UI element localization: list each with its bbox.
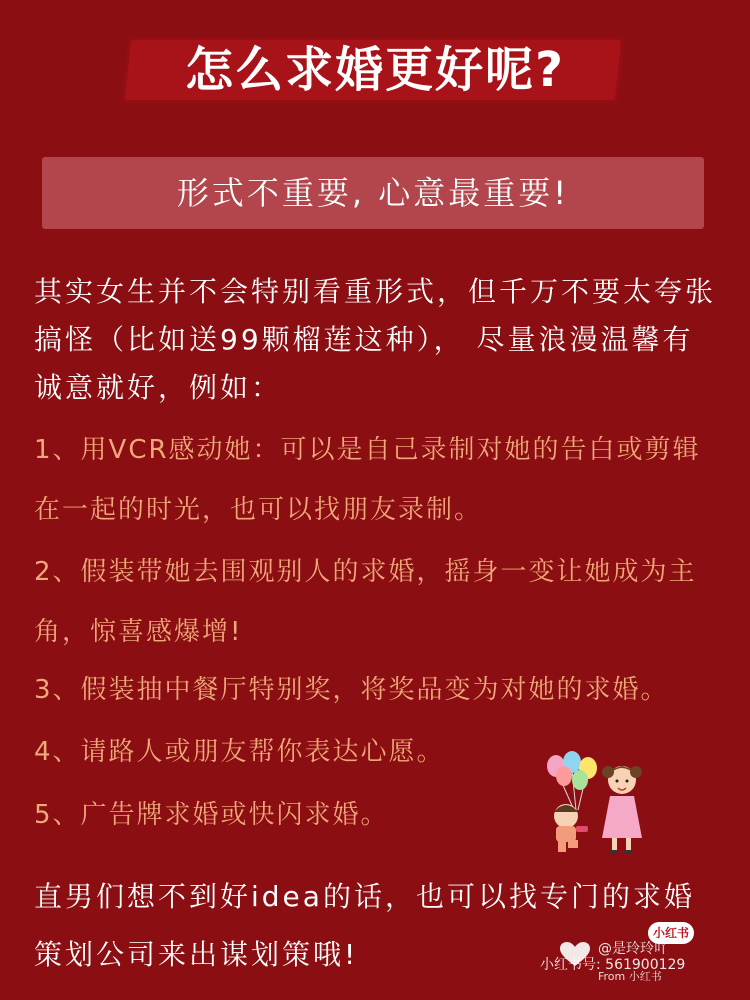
watermark-from: From 小红书 (598, 970, 662, 983)
list-item: 4、请路人或朋友帮你表达心愿。 (34, 737, 445, 767)
watermark-id: 小红书号: 561900129 (540, 957, 686, 973)
list-item: 2、假装带她去围观别人的求婚，摇身一变让她成为主角，惊喜感爆增! (34, 557, 697, 647)
watermark-badge: 小红书 (648, 922, 694, 944)
list-item: 3、假装抽中餐厅特别奖，将奖品变为对她的求婚。 (34, 675, 669, 705)
watermark-handle: @是玲玲吖 (598, 941, 668, 957)
list-item: 1、用VCR感动她：可以是自己录制对她的告白或剪辑在一起的时光，也可以找朋友录制。 (34, 435, 701, 525)
outro-paragraph: 直男们想不到好idea的话，也可以找专门的求婚策划公司来出谋划策哦! (34, 880, 695, 971)
page-title: 怎么求婚更好呢? (185, 42, 565, 98)
intro-paragraph: 其实女生并不会特别看重形式，但千万不要太夸张搞怪（比如送99颗榴莲这种）， 尽量浪漫温馨有诚意就好，例如： (34, 275, 717, 404)
subtitle: 形式不重要, 心意最重要! (176, 174, 570, 212)
proposal-couple-illustration (538, 748, 660, 858)
watermark (540, 922, 730, 982)
subtitle-box (42, 157, 704, 229)
list-item: 5、广告牌求婚或快闪求婚。 (34, 800, 389, 830)
